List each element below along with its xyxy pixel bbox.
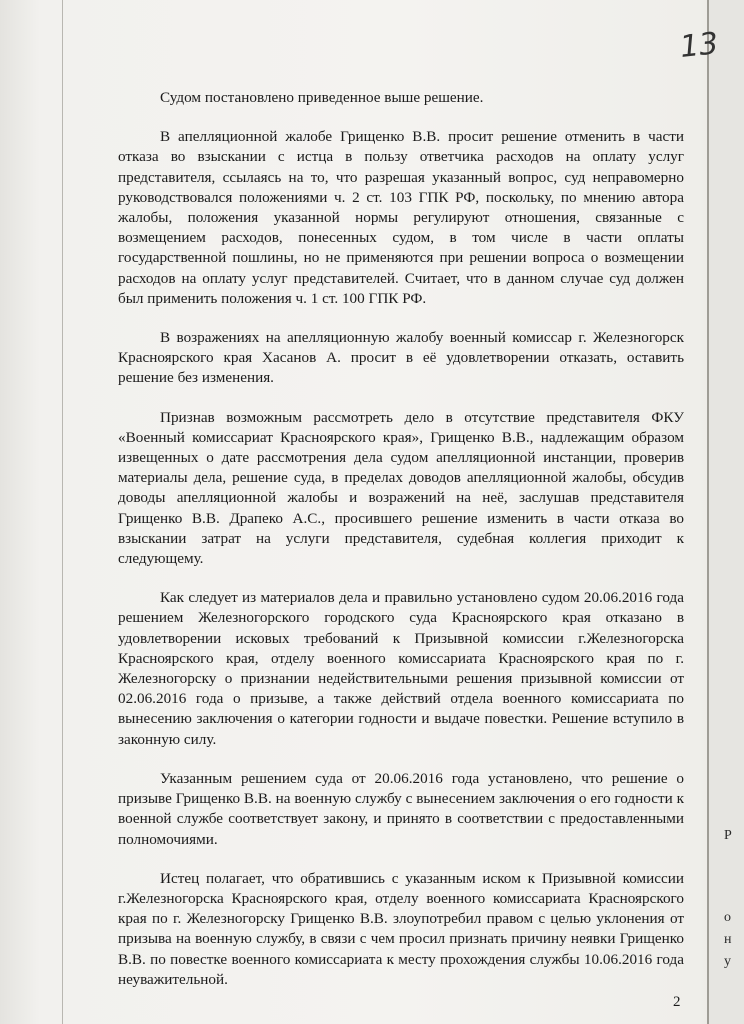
paragraph: В апелляционной жалобе Грищенко В.В. просит решение отменить в части отказа во взыскании с истца в пользу ответчика расходов на оплату услуг представителя, ссылаясь на то, что разрешая указанный вопрос, суд неправомерно руководствовался положениями ч. 2 ст. 103 ГПК РФ, поскольку, по мнению автора жалобы, положения указанной нормы регулируют отношения, связанные с возмещением расходов, понесенных судом, в том числе в части оплаты государственной пошлины, но не применяются при решении вопроса о возмещении расходов на оплату услуг представителей. Считает, что в данном случае суд должен был применить положения ч. 1 ст. 100 ГПК РФ. <box>118 128 684 307</box>
paragraph: В возражениях на апелляционную жалобу военный комиссар г. Железногорск Красноярского края Хасанов А. просит в её удовлетворении отказать, оставить решение без изменения. <box>118 329 684 387</box>
paragraph: Как следует из материалов дела и правильно установлено судом 20.06.2016 года решением Железногорского городского суда Красноярского края отказано в удовлетворении исковых требований к Призывной комиссии г.Железногорска Красноярского края, отделу военного комиссариата Красноярского края по г. Железногорску о признании недействительными решения призывной комиссии от 02.06.2016 года о призыве, а также действий отдела военного комиссариата по вынесению заключения о категории годности и выдаче повестки. Решение вступило в законную силу. <box>118 589 684 748</box>
document-body <box>118 88 684 990</box>
edge-letter: о <box>724 910 731 925</box>
underlying-page-strip <box>709 0 744 1024</box>
edge-letter: у <box>724 954 731 969</box>
paragraph: Истец полагает, что обратившись с указанным иском к Призывной комиссии г.Железногорска Красноярского края, отделу военного комиссариата Красноярского края по г. Железногорску Грищенко В.В. злоупотребил правом с целью уклонения от призыва на военную службу, в связи с чем просил признать причину неявки Грищенко В.В. по повестке военного комиссариата к месту прохождения службы 10.06.2016 года неуважительной. <box>118 869 684 988</box>
page-number: 2 <box>673 994 681 1010</box>
paragraph: Признав возможным рассмотреть дело в отсутствие представителя ФКУ «Военный комиссариат Красноярского края», Грищенко В.В., надлежащим образом извещенных о дате рассмотрения дела судом апелляционной инстанции, проверив материалы дела, решение суда, в пределах доводов апелляционной жалобы, обсудив доводы апелляционной жалобы и возражений на неё, заслушав представителя Грищенко В.В. Драпеко А.С., просившего решение изменить в части отказа во взыскании затрат на услуги представителя, судебная коллегия приходит к следующему. <box>118 408 684 568</box>
binding-edge <box>62 0 63 1024</box>
edge-letter: н <box>724 932 732 947</box>
paragraph: Судом постановлено приведенное выше решение. <box>160 89 484 106</box>
handwritten-sheet-number: 13 <box>678 26 720 65</box>
edge-letter: Р <box>724 828 732 843</box>
paragraph: Указанным решением суда от 20.06.2016 года установлено, что решение о призыве Грищенко В.В. на военную службу с вынесением заключения о его годности к военной службе соответствует закону, и принято в соответствии с предоставленными полномочиями. <box>118 769 684 848</box>
